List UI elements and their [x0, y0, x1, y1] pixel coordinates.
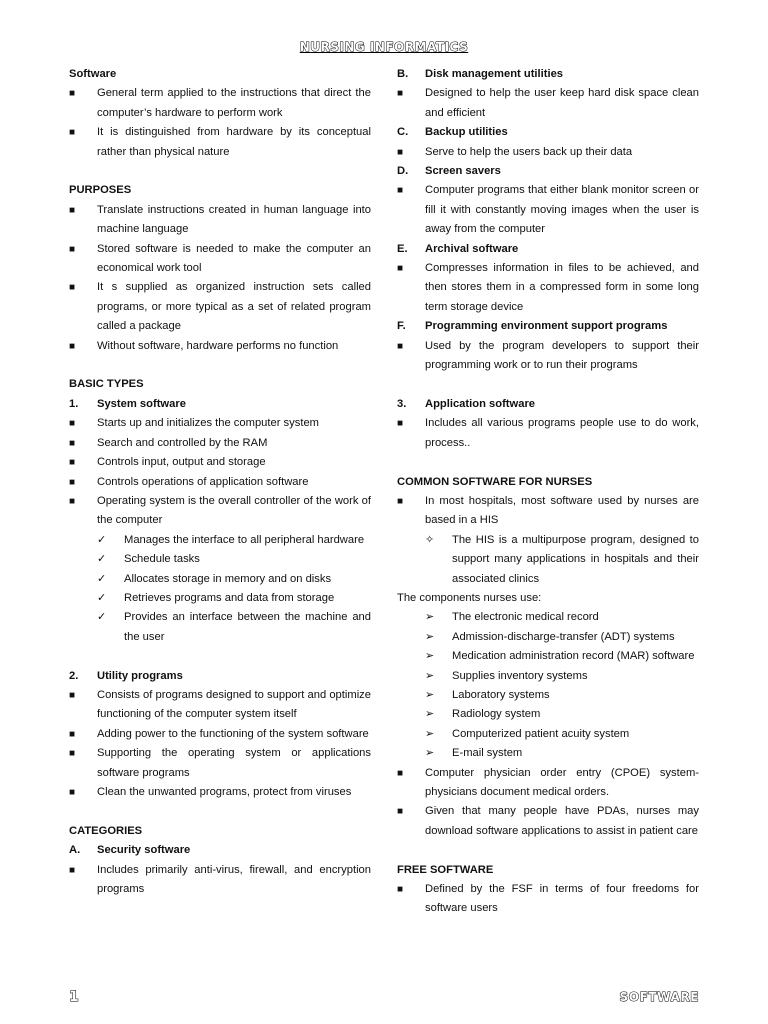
sub-list-item: ✓ Manages the interface to all peripheral hardware — [69, 531, 371, 550]
list-item: ■ Computer physician order entry (CPOE) system-physicians document medical orders. — [397, 764, 699, 803]
list-item: ■ General term applied to the instructions that direct the computer’s hardware to perform work — [69, 84, 371, 123]
list-item: ■ Includes all various programs people use to do work, process.. — [397, 414, 699, 453]
list-item: ■ Operating system is the overall controller of the work of the computer — [69, 492, 371, 531]
list-item: ■ Includes primarily anti-virus, firewall, and encryption programs — [69, 861, 371, 900]
square-bullet-icon: ■ — [69, 457, 76, 469]
list-item: ■ Adding power to the functioning of the system software — [69, 725, 371, 744]
square-bullet-icon: ■ — [397, 146, 404, 158]
square-bullet-icon: ■ — [69, 340, 76, 352]
section-heading-software: Software — [69, 68, 117, 80]
section-heading-basic-types: BASIC TYPES — [69, 378, 144, 391]
square-bullet-icon: ■ — [69, 864, 76, 876]
square-bullet-icon: ■ — [69, 282, 76, 294]
section-heading-purposes: PURPOSES — [69, 184, 132, 197]
list-item: ■ Compresses information in files to be achieved, and then stores them in a compressed form in some long term storage device — [397, 259, 699, 317]
right-column — [397, 65, 699, 919]
list-item: ■ Controls operations of application software — [69, 473, 371, 492]
square-bullet-icon: ■ — [69, 786, 76, 798]
checkmark-icon: ✓ — [97, 611, 107, 624]
list-item: ■ Stored software is needed to make the computer an economical work tool — [69, 240, 371, 279]
section-heading-common-software: COMMON SOFTWARE FOR NURSES — [397, 475, 593, 488]
list-item: ■ It s supplied as organized instruction sets called programs, or more typical as a set of related program called a package — [69, 278, 371, 336]
square-bullet-icon: ■ — [69, 88, 76, 100]
list-item: ■ Clean the unwanted programs, protect from viruses — [69, 783, 371, 802]
list-item: ■ Serve to help the users back up their data — [397, 143, 699, 162]
list-item: ■ Controls input, output and storage — [69, 453, 371, 472]
square-bullet-icon: ■ — [397, 418, 404, 430]
list-item: ■ Search and controlled by the RAM — [69, 434, 371, 453]
sub-list-item: ✧ The HIS is a multipurpose program, designed to support many applications in hospitals and their associated clinics — [397, 531, 699, 589]
square-bullet-icon: ■ — [69, 418, 76, 430]
list-item: ■ In most hospitals, most software used by nurses are based in a HIS — [397, 492, 699, 531]
square-bullet-icon: ■ — [69, 204, 76, 216]
checkmark-icon: ✓ — [97, 591, 107, 604]
list-item: ■ Starts up and initializes the computer system — [69, 414, 371, 433]
subsection-heading-archival-software: E. Archival software — [397, 242, 519, 255]
sub-list-item: ➢ Laboratory systems — [397, 686, 699, 705]
square-bullet-icon: ■ — [69, 748, 76, 760]
list-item: ■ Supporting the operating system or applications software programs — [69, 744, 371, 783]
square-bullet-icon: ■ — [69, 728, 76, 740]
list-item: ■ It is distinguished from hardware by its conceptual rather than physical nature — [69, 123, 371, 162]
square-bullet-icon: ■ — [397, 88, 404, 100]
square-bullet-icon: ■ — [397, 340, 404, 352]
arrow-bullet-icon: ➢ — [425, 688, 435, 701]
sub-list-item: ➢ Admission-discharge-transfer (ADT) systems — [397, 628, 699, 647]
sub-list-item: ➢ E-mail system — [397, 744, 699, 763]
subsection-heading-application-software: 3. Application software — [397, 397, 536, 410]
sub-list-item: ➢ The electronic medical record — [397, 608, 699, 627]
list-item: ■ Without software, hardware performs no function — [69, 337, 371, 356]
sub-list-item: ✓ Provides an interface between the machine and the user — [69, 608, 371, 647]
sub-list-item: ➢ Supplies inventory systems — [397, 667, 699, 686]
square-bullet-icon: ■ — [397, 263, 404, 275]
subsection-heading-utility-programs: 2. Utility programs — [69, 669, 183, 682]
arrow-bullet-icon: ➢ — [425, 669, 435, 682]
square-bullet-icon: ■ — [69, 495, 76, 507]
square-bullet-icon: ■ — [69, 437, 76, 449]
subsection-heading-programming-environment: F. Programming environment support programs — [397, 320, 668, 333]
arrow-bullet-icon: ➢ — [425, 611, 435, 624]
subsection-heading-backup-utilities: C. Backup utilities — [397, 126, 508, 139]
sub-list-item: ➢ Computerized patient acuity system — [397, 725, 699, 744]
checkmark-icon: ✓ — [97, 572, 107, 585]
arrow-bullet-icon: ➢ — [425, 747, 435, 760]
subsection-heading-screen-savers: D. Screen savers — [397, 165, 501, 178]
list-item: ■ Used by the program developers to support their programming work or to run their programs — [397, 337, 699, 376]
sub-list-item: ✓ Schedule tasks — [69, 550, 371, 569]
square-bullet-icon: ■ — [397, 185, 404, 197]
left-column — [69, 65, 371, 899]
arrow-bullet-icon: ➢ — [425, 727, 435, 740]
sub-list-item: ✓ Retrieves programs and data from storage — [69, 589, 371, 608]
square-bullet-icon: ■ — [397, 495, 404, 507]
square-bullet-icon: ■ — [397, 767, 404, 779]
arrow-bullet-icon: ➢ — [425, 708, 435, 721]
sub-list-item: ✓ Allocates storage in memory and on disks — [69, 570, 371, 589]
subsection-heading-system-software: 1. System software — [69, 397, 186, 410]
checkmark-icon: ✓ — [97, 553, 107, 566]
components-intro: The components nurses use: — [397, 591, 542, 604]
arrow-bullet-icon: ➢ — [425, 650, 435, 663]
square-bullet-icon: ■ — [69, 127, 76, 139]
section-heading-categories: CATEGORIES — [69, 824, 143, 837]
square-bullet-icon: ■ — [397, 806, 404, 818]
square-bullet-icon: ■ — [397, 884, 404, 896]
list-item: ■ Computer programs that either blank monitor screen or fill it with constantly moving images when the user is away from the computer — [397, 181, 699, 239]
arrow-bullet-icon: ➢ — [425, 630, 435, 643]
sub-list-item: ➢ Medication administration record (MAR) software — [397, 647, 699, 666]
square-bullet-icon: ■ — [69, 689, 76, 701]
list-item: ■ Consists of programs designed to support and optimize functioning of the computer system itself — [69, 686, 371, 725]
section-heading-free-software: FREE SOFTWARE — [397, 863, 494, 876]
footer-section-title: SOFTWARE — [619, 990, 699, 1004]
list-item: ■ Defined by the FSF in terms of four freedoms for software users — [397, 880, 699, 919]
subsection-heading-disk-management: B. Disk management utilities — [397, 68, 564, 80]
square-bullet-icon: ■ — [69, 243, 76, 255]
list-item: ■ Given that many people have PDAs, nurses may download software applications to assist in patient care — [397, 802, 699, 841]
subsection-heading-security-software: A. Security software — [69, 844, 191, 857]
page-number: 1 — [69, 989, 79, 1005]
checkmark-icon: ✓ — [97, 533, 107, 546]
sub-list-item: ➢ Radiology system — [397, 705, 699, 724]
diamond-bullet-icon: ✧ — [425, 533, 435, 546]
page-header-title: NURSING INFORMATICS — [299, 40, 469, 54]
square-bullet-icon: ■ — [69, 476, 76, 488]
list-item: ■ Designed to help the user keep hard disk space clean and efficient — [397, 84, 699, 123]
list-item: ■ Translate instructions created in human language into machine language — [69, 201, 371, 240]
